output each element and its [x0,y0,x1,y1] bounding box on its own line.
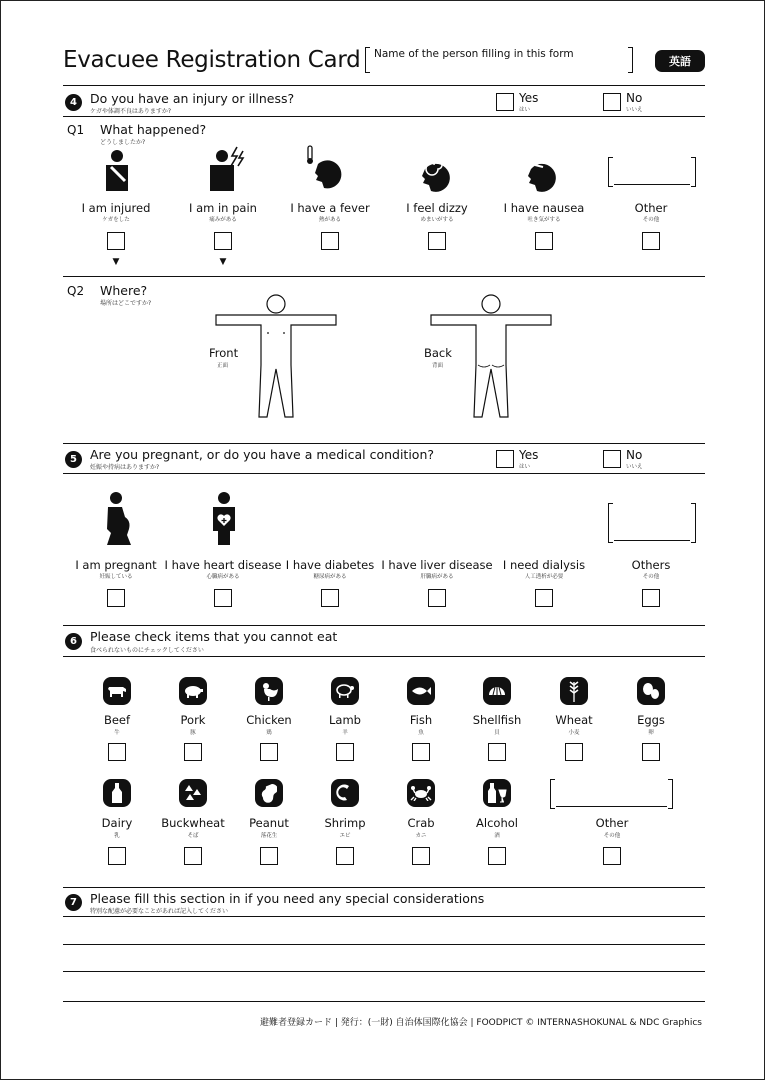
condition-option-label: I am pregnant [75,558,157,572]
injury-yes-jp: はい [519,107,531,113]
section-6-question-jp: 食べられないものにチェックしてください [90,647,204,654]
section-7-top-rule [63,887,705,888]
shrimp-icon [331,779,359,807]
dizzy-icon [421,151,455,193]
injury-yes-label: Yes [519,91,539,105]
food-label: Fish [409,713,433,727]
egg-icon [637,677,665,705]
pain-checkbox[interactable] [214,232,232,250]
buckwheat-icon [179,779,207,807]
q1-option-label: I am injured [81,201,151,215]
q1-option-jp: 吐き気がする [527,217,561,223]
food-jp: エビ [339,833,351,839]
q1-option-jp: その他 [642,217,660,223]
shellfish-checkbox[interactable] [488,743,506,761]
section-6-sub-rule [63,656,705,657]
q2-number: Q2 [67,284,85,298]
name-field[interactable] [365,47,633,73]
food-label: Dairy [101,816,133,830]
fish-checkbox[interactable] [412,743,430,761]
injury-yes-checkbox[interactable] [496,93,514,111]
condition-other-checkbox[interactable] [642,589,660,607]
food-label: Shrimp [324,816,366,830]
peanut-icon [255,779,283,807]
pig-icon [179,677,207,705]
condition-option-jp: その他 [642,574,660,580]
injury-no-checkbox[interactable] [603,93,621,111]
q1-other-field[interactable] [608,157,696,187]
language-badge: 英語 [655,50,705,72]
shrimp-checkbox[interactable] [336,847,354,865]
food-jp: 鶏 [266,730,272,736]
liver-disease-checkbox[interactable] [428,589,446,607]
food-label: Peanut [249,816,289,830]
q1-question-jp: どうしましたか? [100,139,146,146]
food-label: Crab [407,816,435,830]
food-other-checkbox[interactable] [603,847,621,865]
crab-icon [407,779,435,807]
condition-option-label: I have diabetes [285,558,375,572]
section-5-question-jp: 妊娠や持病はありますか? [90,464,160,471]
buckwheat-checkbox[interactable] [184,847,202,865]
section-5-top-rule [63,443,705,444]
alcohol-checkbox[interactable] [488,847,506,865]
injured-person-icon [101,149,133,193]
q2-question-jp: 場所はどこですか? [100,300,152,307]
section-6-top-rule [63,625,705,626]
cow-icon [103,677,131,705]
shellfish-icon [483,677,511,705]
back-jp: 背面 [432,363,444,369]
q2-question: Where? [100,283,148,298]
condition-option-jp: 妊娠している [99,574,133,580]
food-jp: 牛 [114,730,120,736]
eggs-checkbox[interactable] [642,743,660,761]
food-jp: そば [187,833,199,839]
q1-question: What happened? [100,122,207,137]
condition-no-jp: いいえ [626,464,643,470]
sheep-icon [331,677,359,705]
condition-option-jp: 心臓病がある [206,574,240,580]
injured-arrow-icon: ▼ [112,257,120,267]
food-label: Other [595,816,629,830]
condition-no-label: No [626,448,643,462]
q1-option-label: I have nausea [503,201,585,215]
condition-yes-checkbox[interactable] [496,450,514,468]
condition-option-jp: 人工透析が必要 [524,574,564,580]
section-5-sub-rule [63,473,705,474]
chicken-icon [255,677,283,705]
food-jp: カニ [415,833,427,839]
q1-option-label: I am in pain [189,201,257,215]
food-label: Chicken [246,713,292,727]
pain-person-icon [207,145,247,193]
fever-checkbox[interactable] [321,232,339,250]
section-4-question-jp: ケガや体調不良はありますか? [90,108,172,115]
condition-yes-jp: はい [519,464,531,470]
q5-other-field[interactable] [608,503,696,543]
condition-option-label: I have heart disease [164,558,282,572]
section-4-sub-rule [63,116,705,117]
page-title: Evacuee Registration Card [63,47,361,73]
section-7-question-jp: 特別な配慮が必要なことがあれば記入してください [90,908,229,915]
condition-no-checkbox[interactable] [603,450,621,468]
condition-option-jp: 糖尿病がある [313,574,347,580]
lamb-checkbox[interactable] [336,743,354,761]
chicken-checkbox[interactable] [260,743,278,761]
crab-checkbox[interactable] [412,847,430,865]
food-jp: 豚 [190,730,196,736]
pregnant-icon [101,491,133,547]
food-label: Alcohol [476,816,518,830]
section-5-number: 5 [65,451,82,468]
section-6-question: Please check items that you cannot eat [90,629,338,644]
writing-line[interactable] [63,944,705,945]
food-jp: 貝 [494,730,500,736]
q1-option-jp: 痛みがある [209,217,237,223]
food-label: Beef [103,713,131,727]
fish-icon [407,677,435,705]
nausea-icon [527,151,561,193]
condition-yes-label: Yes [519,448,539,462]
q1-option-label: Other [634,201,668,215]
section-6-number: 6 [65,633,82,650]
food-jp: 魚 [418,730,424,736]
condition-option-label: I need dialysis [502,558,586,572]
food-jp: 小麦 [568,730,580,736]
heart-disease-icon [211,491,237,547]
back-label: Back [424,346,452,360]
dizzy-checkbox[interactable] [428,232,446,250]
alcohol-icon [483,779,511,807]
front-jp: 正面 [217,363,229,369]
food-jp: その他 [603,833,621,839]
pregnant-checkbox[interactable] [107,589,125,607]
food-jp: 卵 [648,730,654,736]
section-4-question: Do you have an injury or illness? [90,91,295,106]
pain-arrow-icon: ▼ [219,257,227,267]
heart-disease-checkbox[interactable] [214,589,232,607]
injury-no-jp: いいえ [626,107,643,113]
section-5-question: Are you pregnant, or do you have a medical condition? [90,447,435,462]
condition-option-label: I have liver disease [381,558,493,572]
section-7-bottom-rule [63,1001,705,1002]
q1-option-jp: めまいがする [420,217,454,223]
food-label: Wheat [555,713,593,727]
q1-bottom-rule [63,276,705,277]
diabetes-checkbox[interactable] [321,589,339,607]
nausea-checkbox[interactable] [535,232,553,250]
q1-option-label: I have a fever [290,201,370,215]
condition-option-jp: 肝臓病がある [420,574,454,580]
front-label: Front [209,346,239,360]
q1-option-label: I feel dizzy [406,201,468,215]
section-4-top-rule [63,85,705,86]
condition-option-label: Others [631,558,671,572]
section-7-number: 7 [65,894,82,911]
writing-line[interactable] [63,971,705,972]
food-jp: 羊 [342,730,348,736]
food-label: Lamb [329,713,361,727]
pork-checkbox[interactable] [184,743,202,761]
milk-bottle-icon [103,779,131,807]
food-jp: 酒 [494,833,500,839]
q1-option-jp: 熱がある [318,217,342,223]
q1-other-checkbox[interactable] [642,232,660,250]
food-jp: 乳 [114,833,120,839]
name-field-label: Name of the person filling in this form [374,48,574,60]
injury-no-label: No [626,91,643,105]
food-label: Shellfish [472,713,522,727]
dairy-checkbox[interactable] [108,847,126,865]
section-4-number: 4 [65,94,82,111]
footer-credits: 避難者登録カード | 発行：(一財) 自治体国際化協会 | FOODPICT © INTERNASHOKUNAL & NDC Graphics [260,1018,702,1028]
food-label: Eggs [637,713,665,727]
wheat-checkbox[interactable] [565,743,583,761]
food-other-field[interactable] [550,779,673,809]
beef-checkbox[interactable] [108,743,126,761]
food-label: Pork [180,713,206,727]
food-jp: 落花生 [260,833,278,839]
dialysis-checkbox[interactable] [535,589,553,607]
q1-option-jp: ケガをした [102,217,130,223]
peanut-checkbox[interactable] [260,847,278,865]
injured-checkbox[interactable] [107,232,125,250]
writing-line[interactable] [63,916,705,917]
food-label: Buckwheat [161,816,225,830]
fever-icon [304,144,348,192]
section-7-question: Please fill this section in if you need any special considerations [90,891,485,906]
q1-number: Q1 [67,123,85,137]
wheat-icon [560,677,588,705]
